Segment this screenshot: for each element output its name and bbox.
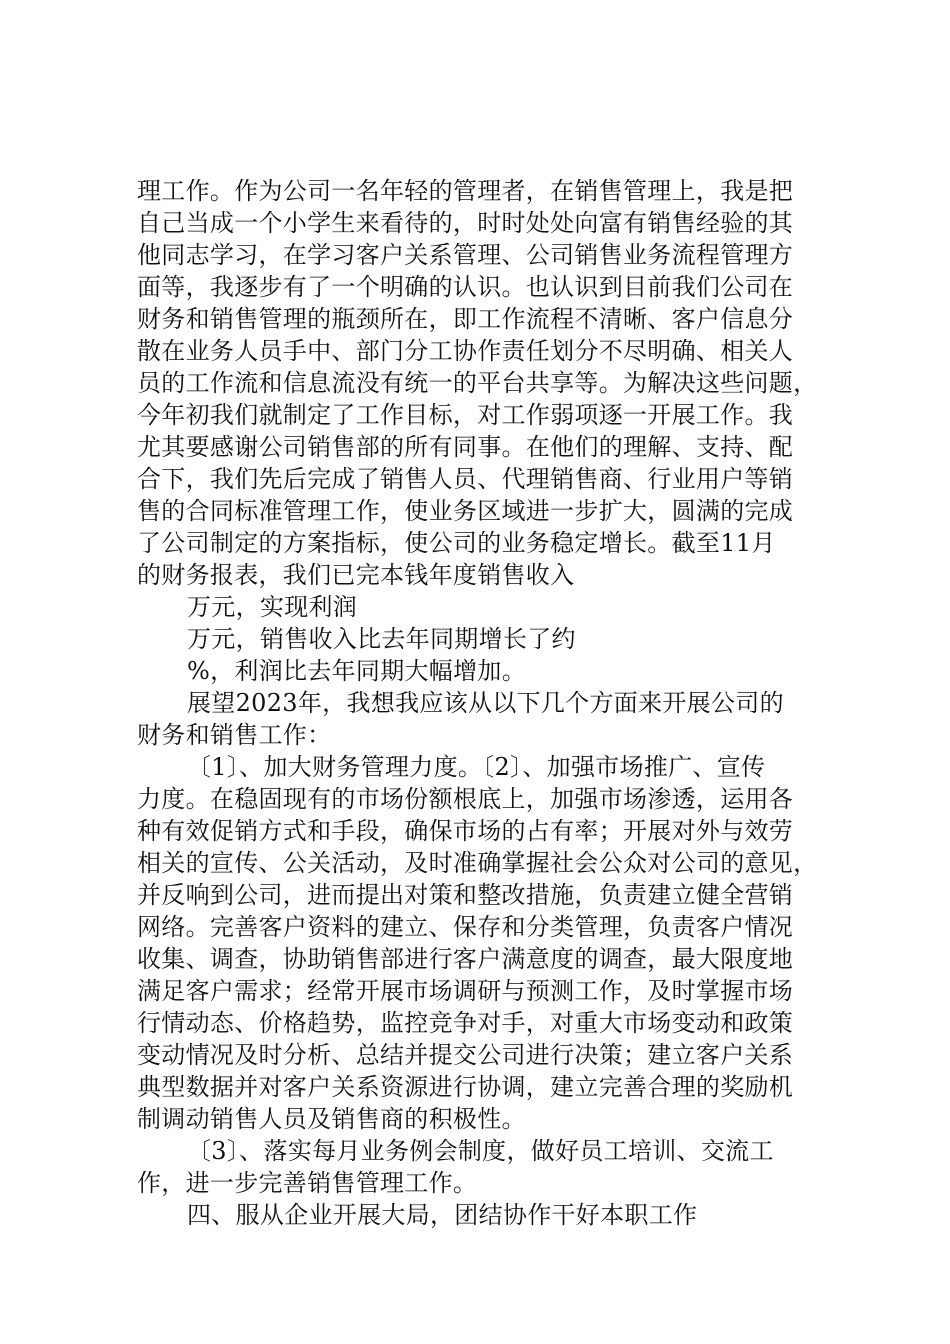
text-line: 变动情况及时分析、总结并提交公司进行决策；建立客户关系 [137, 1041, 794, 1069]
text-line: 合下，我们先后完成了销售人员、代理销售商、行业用户等销 [137, 465, 794, 493]
text-line: 员的工作流和信息流没有统一的平台共享等。为解决这些问题， [137, 369, 818, 397]
text-line: 制调动销售人员及销售商的积极性。 [137, 1105, 526, 1133]
text-line: 今年初我们就制定了工作目标，对工作弱项逐一开展工作。我 [137, 401, 794, 429]
text-line: 种有效促销方式和手段，确保市场的占有率；开展对外与效劳 [137, 817, 794, 845]
text-line: 理工作。作为公司一名年轻的管理者，在销售管理上，我是把 [137, 177, 794, 205]
text-line: 〔1〕、加大财务管理力度。〔2〕、加强市场推广、宣传 [187, 753, 766, 781]
text-line: %，利润比去年同期大幅增加。 [187, 657, 527, 685]
text-line: 尤其要感谢公司销售部的所有同事。在他们的理解、支持、配 [137, 433, 794, 461]
text-line: 了公司制定的方案指标，使公司的业务稳定增长。截至11月 [137, 529, 776, 557]
text-line: 行情动态、价格趋势，监控竞争对手，对重大市场变动和政策 [137, 1009, 794, 1037]
text-line: 满足客户需求；经常开展市场调研与预测工作，及时掌握市场 [137, 977, 794, 1005]
text-line: 万元，实现利润 [187, 593, 358, 621]
text-line: 〔3〕、落实每月业务例会制度，做好员工培训、交流工 [187, 1137, 774, 1165]
text-line: 他同志学习，在学习客户关系管理、公司销售业务流程管理方 [137, 241, 794, 269]
text-line: 网络。完善客户资料的建立、保存和分类管理，负责客户情况 [137, 913, 794, 941]
text-line: 相关的宣传、公关活动，及时准确掌握社会公众对公司的意见， [137, 849, 818, 877]
text-line: 售的合同标准管理工作，使业务区域进一步扩大，圆满的完成 [137, 497, 794, 525]
text-line: 财务和销售工作： [137, 721, 332, 749]
text-line: 典型数据并对客户关系资源进行协调，建立完善合理的奖励机 [137, 1073, 794, 1101]
text-line: 财务和销售管理的瓶颈所在，即工作流程不清晰、客户信息分 [137, 305, 794, 333]
text-line: 自己当成一个小学生来看待的，时时处处向富有销售经验的其 [137, 209, 794, 237]
text-line: 面等，我逐步有了一个明确的认识。也认识到目前我们公司在 [137, 273, 794, 301]
text-line: 四、服从企业开展大局，团结协作干好本职工作 [187, 1201, 698, 1229]
text-line: 的财务报表，我们已完本钱年度销售收入 [137, 561, 575, 589]
text-line: 力度。在稳固现有的市场份额根底上，加强市场渗透，运用各 [137, 785, 794, 813]
text-line: 万元，销售收入比去年同期增长了约 [187, 625, 576, 653]
text-line: 作，进一步完善销售管理工作。 [137, 1169, 478, 1197]
text-line: 展望2023年，我想我应该从以下几个方面来开展公司的 [187, 689, 784, 717]
text-line: 收集、调查，协助销售部进行客户满意度的调查，最大限度地 [137, 945, 794, 973]
text-line: 并反响到公司，进而提出对策和整改措施，负责建立健全营销 [137, 881, 794, 909]
text-line: 散在业务人员手中、部门分工协作责任划分不尽明确、相关人 [137, 337, 794, 365]
